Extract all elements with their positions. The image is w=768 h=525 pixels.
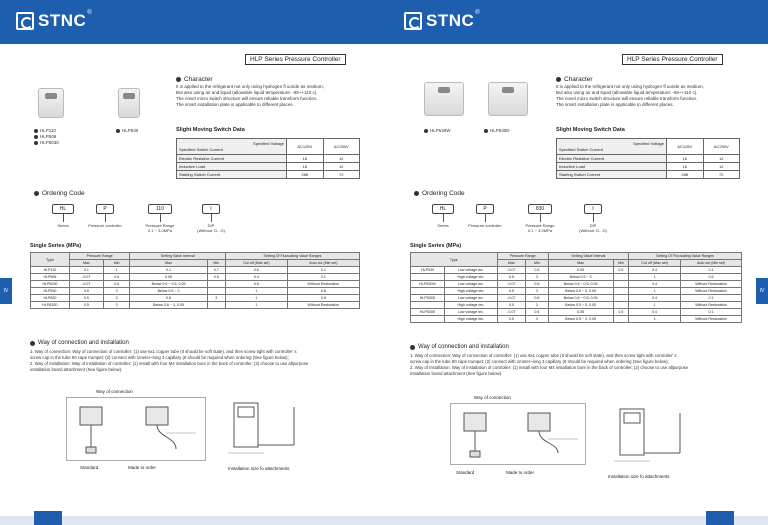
table-cell: 1 <box>103 267 130 274</box>
table-cell: 0.05 <box>548 267 613 274</box>
table-cell: HLP530 <box>411 267 445 274</box>
table-cell: 0.7 <box>207 267 225 274</box>
table-header: Setting Value Interval <box>130 253 226 260</box>
product-image-single-2 <box>118 88 140 118</box>
code-box: 110 <box>148 204 172 214</box>
table-cell: Below 0.5 ~ 3, 0.05 <box>548 288 613 295</box>
table-cell: 0.5 <box>207 274 225 281</box>
table-cell: 0.1 <box>681 295 742 302</box>
table-cell: Below 0.6 ~ 0.5, 0.05 <box>548 281 613 288</box>
table-cell: Below 0.5 ~ 3 <box>548 274 613 281</box>
header-bar <box>0 0 384 44</box>
logo-text: STNC <box>426 11 475 30</box>
table-cell: 0.4 <box>629 267 681 274</box>
table-cell: 0.05 <box>548 309 613 316</box>
table-header: Setting Of Fluctuating Value Ranges <box>225 253 359 260</box>
rating-table: Specified Voltage Specified Switch Current AC125V AC250V Electric Resistive Current 16 12 Inductive Load 16 12 Starting Switch Current 288 72 <box>176 138 360 179</box>
table-cell: HLP110 <box>31 267 70 274</box>
table-cell: Below 0.6 ~ 0.5, 0.05 <box>548 295 613 302</box>
connection-diagram <box>66 397 206 461</box>
table-cell: 0.5 <box>225 281 287 288</box>
table-cell <box>613 295 628 302</box>
table-cell: Without Restoration <box>681 281 742 288</box>
model-list-col1 <box>424 128 451 134</box>
ordering-heading: Ordering Code <box>34 190 85 197</box>
bullet-icon <box>34 191 39 196</box>
table-cell: Without Restoration <box>287 281 359 288</box>
table-cell: -0.07 <box>497 295 526 302</box>
code-caption: Pressure controller <box>88 223 122 228</box>
product-image-single <box>38 88 64 118</box>
table-cell: -0.07 <box>69 281 103 288</box>
diagram-title: Way of connection <box>474 395 511 400</box>
code-box: HL <box>432 204 454 214</box>
table-header: AC250V <box>703 139 740 155</box>
bullet-icon <box>30 341 35 346</box>
table-cell: Below 0.5 ~ 3, 0.05 <box>548 316 613 323</box>
table-header: AC125V <box>667 139 704 155</box>
way-heading: Way of connection and installation <box>30 340 129 346</box>
table-cell: 0.5 <box>497 288 526 295</box>
table-cell <box>613 274 628 281</box>
table-cell: 0.1 <box>287 267 359 274</box>
table-cell: 0.4 <box>629 295 681 302</box>
code-box: HL <box>52 204 74 214</box>
table-cell: 0.6 <box>103 281 130 288</box>
table-row: Inductive Load 16 12 <box>557 163 740 171</box>
caption-made-to-order: Made to order <box>128 465 157 470</box>
single-series-title: Single Series (MPa) <box>30 243 82 249</box>
attachment-diagram <box>224 397 304 461</box>
table-cell: HLP530W <box>411 281 445 288</box>
table-row: Electric Resistive Current 16 12 <box>557 155 740 163</box>
table-header: Setting Of Fluctuating Value Ranges <box>629 253 742 260</box>
bullet-icon <box>176 77 181 82</box>
table-cell: -0.07 <box>497 309 526 316</box>
table-row <box>411 309 742 316</box>
list-item: HLP530W <box>424 128 451 134</box>
bullet-icon <box>410 345 415 350</box>
table-cell: 3 <box>103 288 130 295</box>
caption-standard: Standard <box>456 470 475 475</box>
code-caption: Pressure controller <box>468 223 502 228</box>
table-cell: Low voltage tec. <box>445 295 497 302</box>
code-box: I <box>584 204 602 214</box>
table-cell: 0.5 <box>497 302 526 309</box>
caption-attachments: Installation size fo attachments <box>228 466 290 471</box>
table-cell: 3 <box>526 316 548 323</box>
logo-text: STNC <box>38 11 87 30</box>
table-cell: High voltage tec. <box>445 288 497 295</box>
table-header: Setting Value Interval <box>548 253 628 260</box>
list-item: HLP530D <box>484 128 510 134</box>
table-cell: Below 0.5 ~ 3 <box>130 288 207 295</box>
table-cell: 0.5 <box>613 309 628 316</box>
table-row <box>411 302 742 309</box>
ordering-heading: Ordering Code <box>414 190 465 197</box>
product-image-dual-2 <box>488 82 528 116</box>
table-cell: High voltage tec. <box>445 302 497 309</box>
character-heading: Character <box>556 76 593 83</box>
table-cell: 1 <box>629 274 681 281</box>
table-cell: 3 <box>103 302 130 309</box>
table-cell: 0.1 <box>681 267 742 274</box>
series-title: HLP Series Pressure Controller <box>622 54 723 65</box>
bullet-icon <box>556 77 561 82</box>
list-item: HLP506 <box>34 134 59 140</box>
table-cell: Low voltage tec. <box>445 309 497 316</box>
table-cell <box>411 316 445 323</box>
table-cell: 0.6 <box>526 309 548 316</box>
table-row <box>31 281 360 288</box>
table-cell: Without Restoration <box>681 288 742 295</box>
character-text: It is applied to the refrigerant not only using hydrogen fl uoride as medium, But also using air and liquid (allowable liquid temperature: -65~+110 c). The novel micro switch structure will ensure reliable transform function. The smart installation plate is applicable to different places. <box>176 84 324 107</box>
table-cell: 1 <box>629 302 681 309</box>
code-caption: Pressure Range 0.1 ~ 3.0MPa <box>145 223 175 233</box>
table-cell <box>411 302 445 309</box>
table-cell: 0.8 <box>287 288 359 295</box>
table-row: Inductive Load 16 12 <box>177 163 360 171</box>
code-caption: DIP (Without, D...G) <box>579 223 607 233</box>
table-cell: 3 <box>103 295 130 302</box>
table-row: Electric Resistive Current 16 12 <box>177 155 360 163</box>
table-cell: 1 <box>629 316 681 323</box>
table-row <box>31 274 360 281</box>
table-row <box>31 267 360 274</box>
table-header: AC125V <box>287 139 324 155</box>
way-text: 1. Way of connection: Way of connection of controller: (1) use 6x1 copper tube (It should be soft state), and then screw tight with controller' s screw cap in the tube 90 cape trumpet; (2) connect with 1meter~long 3 capillary (It should be required when ordering (See figure below); 2. Way of installation: Way of installation of controller: (1) install with four M4 installation bore in the back of controller; (2) choose to use allpurpose installation board attachment (See figure below). <box>30 349 309 372</box>
code-box: I <box>202 204 220 214</box>
table-cell: HLP5030 <box>31 281 70 288</box>
table-header: Pressure Range <box>69 253 130 260</box>
caption-standard: Standard <box>80 465 99 470</box>
table-cell: 0.5 <box>497 316 526 323</box>
table-cell: HLP530 <box>31 288 70 295</box>
table-cell: 1 <box>225 302 287 309</box>
table-cell: 0.4 <box>225 274 287 281</box>
table-cell <box>613 316 628 323</box>
table-cell <box>411 274 445 281</box>
table-header: Type <box>31 253 70 267</box>
spec-table-right: Type Pressure Range Setting Value Interval Setting Of Fluctuating Value Ranges Max Min Max Min Cut off (Max set) Auto cut (Min set) HLP530 Low voltage tec. -0.07 0.6 0.05 0.5 0.4 0.1 High voltage tec. 0.5 3 Below 0.5 ~ 3 1 0.5 HLP530W Low voltage tec. -0.07 0.6 Below 0.6 ~ 0.5, 0.05 0.4 Without Restoration High voltage tec. 0.5 3 Below 0.5 ~ 3, 0.05 1 Without Restoration HLP530D Low voltage tec. -0.07 0.6 Below 0.6 ~ 0.5, 0.05 0.4 0.1 High voltage tec. 0.5 3 Below 0.5 ~ 3, 0.05 1 Without Restoration HLP530E Low voltage tec. -0.07 0.6 0.05 0.5 0.4 0.1 High voltage tec. 0.5 3 Below 0.5 ~ 3, 0.05 1 Without Restoration <box>410 252 742 323</box>
table-cell: 0.5 <box>681 274 742 281</box>
table-cell: HLP830D <box>31 302 70 309</box>
way-text: 1. Way of connection: Way of connection of controller: (1) use 6x1 copper tube (It should be soft state), and then screw tight with controller' s screw cap in the tube 90 cape trumpet; (2) connect with 1meter~long 3 capillary (It should be required when ordering (See figure below); 2. Way of installation: Way of installation of controller: (1) install with four M4 installation bore in the back of controller; (2) choose to use allpurpose installation board attachment (See figure below). <box>410 353 689 376</box>
table-cell <box>613 281 628 288</box>
table-header: Type <box>411 253 498 267</box>
table-row <box>31 288 360 295</box>
logo-registered: ® <box>87 10 92 16</box>
table-cell: 0.6 <box>103 274 130 281</box>
rating-title: Slight Moving Switch Data <box>176 127 245 133</box>
table-cell: 0.5 <box>69 295 103 302</box>
caption-made-to-order: Made to order <box>506 470 535 475</box>
list-item: HLP5030 <box>34 140 59 146</box>
diagram-title: Way of connection <box>96 389 133 394</box>
table-cell: 0.4 <box>629 309 681 316</box>
character-heading: Character <box>176 76 213 83</box>
table-header: Pressure Range <box>497 253 548 260</box>
table-cell: 3 <box>526 288 548 295</box>
table-cell: 0.4 <box>629 281 681 288</box>
table-cell: Without Restoration <box>287 302 359 309</box>
table-cell <box>411 288 445 295</box>
way-heading: Way of connection and installation <box>410 344 509 350</box>
table-cell: 0.5 <box>69 288 103 295</box>
table-cell: 0.6 <box>225 267 287 274</box>
table-cell: 0.1 <box>69 267 103 274</box>
table-cell: 1 <box>225 295 287 302</box>
table-cell <box>207 302 225 309</box>
rating-table: Specified Voltage Specified Switch Current AC125V AC250V Electric Resistive Current 16 12 Inductive Load 16 12 Starting Switch Current 288 72 <box>556 138 740 179</box>
code-box: P <box>96 204 114 214</box>
table-row <box>411 274 742 281</box>
table-row <box>411 281 742 288</box>
right-page <box>384 0 768 525</box>
side-tab: IV <box>0 278 12 304</box>
brand-logo <box>16 10 106 32</box>
footer-block <box>706 511 734 525</box>
table-cell: 0.1 <box>681 309 742 316</box>
table-cell: Below 0.6 ~ 3, 0.05 <box>130 302 207 309</box>
table-cell: 0.5 <box>69 302 103 309</box>
table-cell: Low voltage tec. <box>445 281 497 288</box>
table-cell: 3 <box>207 295 225 302</box>
footer-block <box>34 511 62 525</box>
list-item: HLP530 <box>116 128 138 134</box>
code-box: P <box>476 204 494 214</box>
model-list-col2 <box>116 128 138 134</box>
single-series-title: Single Series (MPa) <box>410 243 462 249</box>
table-cell: 0.6 <box>526 295 548 302</box>
side-tab: IV <box>756 278 768 304</box>
table-cell: -0.07 <box>497 267 526 274</box>
table-cell: 1 <box>225 288 287 295</box>
table-cell: High voltage tec. <box>445 274 497 281</box>
table-cell: Low voltage tec. <box>445 267 497 274</box>
table-header: AC250V <box>323 139 360 155</box>
table-row <box>31 302 360 309</box>
bullet-icon <box>414 191 419 196</box>
table-row <box>411 267 742 274</box>
attachment-diagram <box>610 403 690 469</box>
caption-attachments: Installation size fo attachments <box>608 474 670 479</box>
table-cell: 3 <box>526 302 548 309</box>
header-bar <box>384 0 768 44</box>
code-caption: Series <box>437 223 449 228</box>
table-cell: -0.07 <box>69 274 103 281</box>
logo-mark-icon <box>404 12 422 30</box>
brand-logo <box>404 10 494 32</box>
model-list-col2 <box>484 128 510 134</box>
table-cell: HLP506 <box>31 274 70 281</box>
list-item: HLP110 <box>34 128 59 134</box>
table-cell: 0.05 <box>130 274 207 281</box>
table-cell <box>207 288 225 295</box>
table-row <box>411 316 742 323</box>
table-cell: 0.1 <box>287 274 359 281</box>
spec-table-left: Type Pressure Range Setting Value Interval Setting Of Fluctuating Value Ranges Max Min Max Min Cut off (Max set) Auto cut (Min set) HLP110 0.1 1 0.1 0.7 0.6 0.1 HLP506 -0.07 0.6 0.05 0.5 0.4 0.1 HLP5030 -0.07 0.6 Below 0.6 ~ 0.5, 0.05 0.5 Without Restoration HLP530 0.5 3 Below 0.5 ~ 3 1 0.8 HLP830 0.5 3 0.6 3 1 0.8 HLP830D 0.5 3 Below 0.6 ~ 3, 0.05 1 Without Restoration <box>30 252 360 309</box>
table-cell: 0.5 <box>613 267 628 274</box>
table-cell: 0.8 <box>287 295 359 302</box>
table-cell: 0.1 <box>130 267 207 274</box>
character-text: It is applied to the refrigerant not only using hydrogen fl uoride as medium, But also using air and liquid (allowable liquid temperature: -65~+110 c). The novel micro switch structure will ensure reliable transform function. The smart installation plate is applicable to different places. <box>556 84 704 107</box>
code-caption: Pressure Range 0.1 ~ 3.0MPa <box>525 223 555 233</box>
rating-title: Slight Moving Switch Data <box>556 127 625 133</box>
table-cell: HLP830 <box>31 295 70 302</box>
table-cell: Below 0.6 ~ 0.5, 0.05 <box>130 281 207 288</box>
model-list-col1 <box>34 128 59 146</box>
product-image-dual <box>424 82 464 116</box>
connection-diagram <box>450 403 586 465</box>
logo-mark-icon <box>16 12 34 30</box>
table-cell: 0.6 <box>526 267 548 274</box>
code-caption: DIP (Without, D...G) <box>197 223 225 233</box>
table-row <box>411 288 742 295</box>
table-cell: 3 <box>526 274 548 281</box>
table-cell: 1 <box>629 288 681 295</box>
table-row <box>31 295 360 302</box>
table-row <box>411 295 742 302</box>
table-cell <box>613 288 628 295</box>
table-row: Starting Switch Current 288 72 <box>557 171 740 179</box>
table-cell: 0.5 <box>497 274 526 281</box>
code-caption: Series <box>57 223 69 228</box>
table-cell: High voltage tec. <box>445 316 497 323</box>
table-cell: HLP530D <box>411 295 445 302</box>
logo-registered: ® <box>475 10 480 16</box>
series-title: HLP Series Pressure Controller <box>245 54 346 65</box>
table-cell: 0.6 <box>130 295 207 302</box>
table-cell <box>207 281 225 288</box>
table-cell: Without Restoration <box>681 302 742 309</box>
table-row: Starting Switch Current 288 72 <box>177 171 360 179</box>
table-cell: -0.07 <box>497 281 526 288</box>
table-cell <box>613 302 628 309</box>
table-cell: 0.6 <box>526 281 548 288</box>
table-cell: HLP530E <box>411 309 445 316</box>
table-cell: Below 0.5 ~ 3, 0.05 <box>548 302 613 309</box>
table-cell: Without Restoration <box>681 316 742 323</box>
code-box: 830 <box>528 204 552 214</box>
